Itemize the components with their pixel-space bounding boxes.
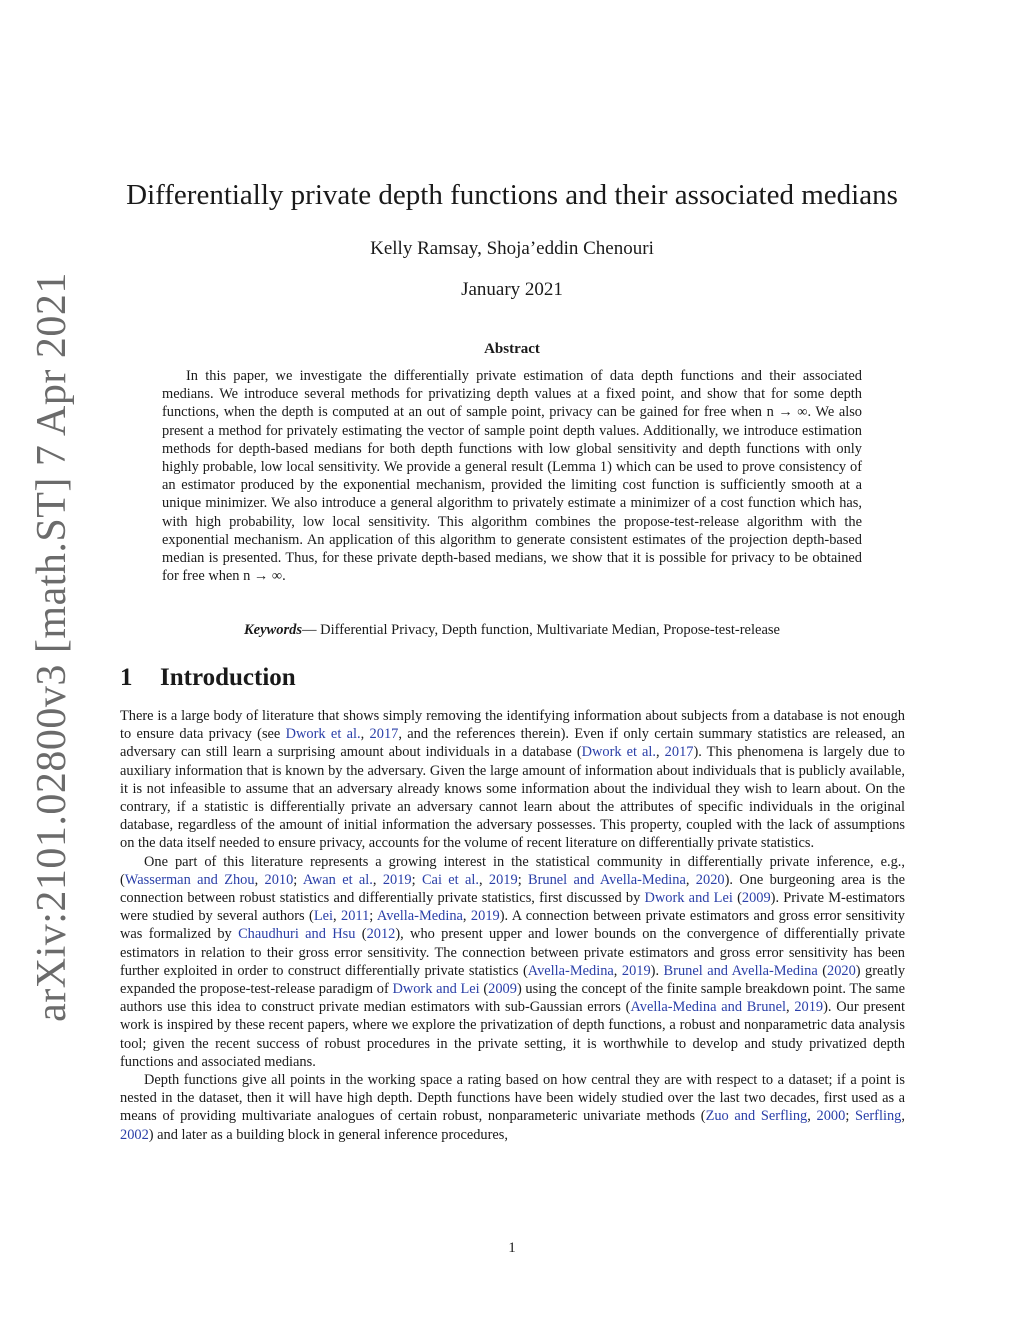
- paragraph-text: ). Our present work is inspired by these recent papers, where we explore the privatization of depth functions, a robust and nonparametric data analysis tool; given the recent success of robust procedures in the private setting, it is worthwhile to develop and study privatized depth functions and associated medians.: [120, 999, 905, 1070]
- section-heading: [120, 664, 296, 692]
- paragraph-text: ).: [650, 962, 664, 979]
- keywords-text: — Differential Privacy, Depth function, Multivariate Median, Propose-test-release: [302, 622, 780, 638]
- paragraph-text: ,: [360, 726, 370, 743]
- paragraph-text: ,: [462, 908, 471, 925]
- paragraph-text: There is a large body of literature that shows simply removing the identifying information about subjects from a database is not enough to ensure data privacy (see: [120, 708, 905, 743]
- paragraph-text: ,: [656, 744, 665, 761]
- citation-link[interactable]: 2010: [264, 871, 294, 888]
- paragraph-text: ,: [785, 999, 795, 1016]
- citation-link[interactable]: Zuo and Serfling: [705, 1108, 808, 1125]
- citation-link[interactable]: Dwork and Lei: [644, 890, 733, 907]
- citation-link[interactable]: Awan et al.: [302, 871, 373, 888]
- section-number: 1: [120, 664, 133, 691]
- paragraph-text: ) greatly expanded the propose-test-release paradigm of: [120, 962, 906, 998]
- paragraph-text: (: [732, 890, 742, 907]
- citation-link[interactable]: Dwork et al.: [285, 726, 361, 743]
- page-number: 1: [508, 1240, 516, 1256]
- paragraph-text: ,: [613, 962, 622, 979]
- paragraph-text: ,: [807, 1108, 817, 1125]
- intro-paragraph-3: [120, 1071, 905, 1144]
- citation-link[interactable]: Dwork et al.: [581, 744, 657, 761]
- citation-link[interactable]: 2019: [488, 871, 518, 888]
- intro-body: [120, 707, 905, 1144]
- paragraph-text: , and the references therein). Even if only certain summary statistics are released, an adversary can still learn a surprising amount about individuals in a database (: [120, 726, 905, 761]
- citation-link[interactable]: 2019: [470, 908, 500, 925]
- paper-date: January 2021: [461, 279, 563, 300]
- paragraph-text: One part of this literature represents a growing interest in the statistical community in differentially private inference, e.g., (: [120, 853, 905, 888]
- citation-link[interactable]: 2019: [794, 999, 824, 1016]
- paragraph-text: ;: [517, 871, 529, 888]
- paragraph-text: ,: [901, 1108, 905, 1125]
- citation-link[interactable]: Avella-Medina: [376, 908, 463, 925]
- paragraph-text: ;: [369, 908, 377, 925]
- citation-link[interactable]: Avella-Medina and Brunel: [630, 999, 786, 1016]
- citation-link[interactable]: 2002: [120, 1126, 149, 1143]
- paragraph-text: (: [479, 981, 489, 998]
- paragraph-text: ;: [411, 871, 422, 888]
- paper-authors: Kelly Ramsay, Shoja’eddin Chenouri: [370, 238, 654, 259]
- citation-link[interactable]: Wasserman and Zhou: [124, 871, 255, 888]
- citation-link[interactable]: Chaudhuri and Hsu: [238, 926, 356, 943]
- paragraph-text: ). Private M-estimators were studied by several authors (: [120, 890, 905, 925]
- citation-link[interactable]: 2017: [369, 726, 399, 743]
- citation-link[interactable]: 2020: [695, 871, 725, 888]
- citation-link[interactable]: Serfling: [855, 1108, 902, 1125]
- keywords-line: [0, 622, 1024, 639]
- paragraph-text: (: [817, 962, 827, 979]
- citation-link[interactable]: 2017: [664, 744, 694, 761]
- citation-link[interactable]: 2009: [488, 981, 517, 998]
- paragraph-text: ,: [685, 871, 696, 888]
- citation-link[interactable]: 2020: [827, 962, 856, 979]
- citation-link[interactable]: 2000: [816, 1108, 846, 1125]
- arxiv-side-label: arXiv:2101.02800v3 [math.ST] 7 Apr 2021: [29, 272, 75, 1022]
- abstract-text: In this paper, we investigate the differentially private estimation of data depth functions and their associated medians. We introduce several methods for privatizing depth values at a fixed point, and show that for some depth functions, when the depth is computed at an out of sample point, privacy can be gained for free when n → ∞. We also present a method for privately estimating the vector of sample point depth values. Additionally, we introduce estimation methods for depth-based medians for both depth functions with low global sensitivity and depth functions with only highly probable, low local sensitivity. We provide a general result (Lemma 1) which can be used to prove consistency of an estimator produced by the exponential mechanism, provided the limiting cost function is sufficiently smooth at a unique minimizer. We also introduce a general algorithm to privately estimate a minimizer of a cost function which has, with high probability, low local sensitivity. This algorithm combines the propose-test-release algorithm with the exponential mechanism. An application of this algorithm to generate consistent estimates of the projection depth-based median is presented. Thus, for these private depth-based medians, we show that it is possible for privacy to be obtained for free when n → ∞.: [162, 368, 862, 585]
- intro-paragraph-1: [120, 707, 905, 853]
- paragraph-text: ;: [845, 1108, 855, 1125]
- paragraph-text: Depth functions give all points in the working space a rating based on how central they are with respect to a dataset; if a point is nested in the dataset, then it will have high depth. Depth functions have been widely studied over the last two decades, first used as a means of providing multivariate analogues of certain robust, nonparameteric univariate methods (: [120, 1072, 905, 1125]
- paragraph-text: ) and later as a building block in general inference procedures,: [148, 1126, 508, 1143]
- paragraph-text: ,: [478, 871, 489, 888]
- citation-link[interactable]: Brunel and Avella-Medina: [528, 871, 686, 888]
- keywords-label: Keywords: [244, 622, 303, 638]
- intro-paragraph-2: [120, 853, 905, 1071]
- paragraph-text: ) using the concept of the finite sample breakdown point. The same authors use this idea to construct private median estimators with sub-Gaussian errors (: [120, 981, 906, 1016]
- abstract-heading: Abstract: [484, 341, 540, 357]
- citation-link[interactable]: 2019: [621, 962, 651, 979]
- citation-link[interactable]: Lei: [313, 908, 334, 925]
- paragraph-text: ). One burgeoning area is the connection between robust statistics and differentially private statistics, first discussed by: [120, 871, 905, 907]
- citation-link[interactable]: 2011: [341, 908, 370, 925]
- citation-link[interactable]: Avella-Medina: [527, 962, 614, 979]
- citation-link[interactable]: Brunel and Avella-Medina: [663, 962, 818, 979]
- paper-title: Differentially private depth functions and their associated medians: [126, 179, 898, 211]
- citation-link[interactable]: 2019: [382, 871, 412, 888]
- section-title: Introduction: [160, 664, 296, 691]
- citation-link[interactable]: Dwork and Lei: [392, 981, 480, 998]
- paragraph-text: ), who present upper and lower bounds on the convergence of differentially private estimators in relation to their gross error sensitivity. The connection between private estimators and gross error sensitivity has been further exploited in order to construct differentially private statistics (: [120, 926, 906, 979]
- citation-link[interactable]: 2009: [741, 890, 771, 907]
- citation-link[interactable]: Cai et al.: [421, 871, 479, 888]
- paragraph-text: ;: [293, 871, 303, 888]
- paragraph-text: ). A connection between private estimators and gross error sensitivity was formalized by: [120, 908, 905, 943]
- paragraph-text: ,: [333, 908, 342, 925]
- paragraph-text: ,: [372, 871, 383, 888]
- paragraph-text: ,: [254, 871, 265, 888]
- citation-link[interactable]: 2012: [366, 926, 396, 943]
- paragraph-text: (: [355, 926, 367, 943]
- paragraph-text: ). This phenomena is largely due to auxiliary information that is known by the adversary. Given the large amount of information about individuals that is publicly available, it is not infeasible to assume that an adversary already knows some information about the individual they wish to learn about. On the contrary, if a statistic is differentially private an adversary cannot learn about the attributes of specific individuals in the original database, regardless of the amount of initial information the adversary possesses. This property, coupled with the lack of assumptions on the data itself needed to ensure privacy, accounts for the volume of recent literature on differentially private statistics.: [120, 744, 905, 852]
